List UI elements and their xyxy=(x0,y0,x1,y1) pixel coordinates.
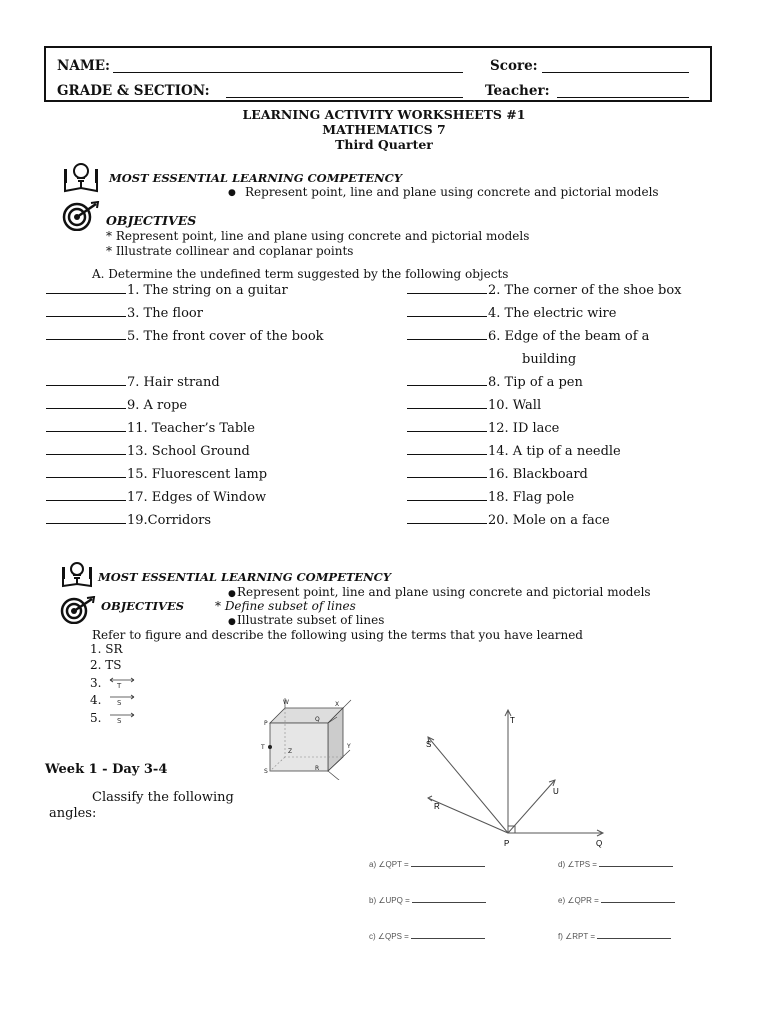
target-icon xyxy=(62,201,100,231)
answer-blank[interactable] xyxy=(407,522,487,524)
angle-e-answer[interactable] xyxy=(601,902,675,903)
grade-label: GRADE & SECTION: xyxy=(57,83,210,99)
angle-e xyxy=(558,896,675,905)
week-heading: Week 1 - Day 3-4 xyxy=(45,762,168,777)
angle-f xyxy=(558,932,671,941)
item-label: 7. Hair strand xyxy=(127,375,220,390)
grade-field[interactable] xyxy=(226,83,463,98)
instruction-refer: Refer to figure and describe the following using the terms that you have learned xyxy=(92,628,583,642)
item-label: 9. A rope xyxy=(127,398,188,413)
svg-text:R: R xyxy=(315,765,320,772)
answer-blank[interactable] xyxy=(46,522,126,524)
melc-heading-1: MOST ESSENTIAL LEARNING COMPETENCY xyxy=(109,171,403,185)
angle-a-answer[interactable] xyxy=(411,866,485,867)
list-item xyxy=(407,329,649,344)
objectives-heading-1: OBJECTIVES xyxy=(106,213,197,228)
answer-blank[interactable] xyxy=(407,499,487,501)
item-label: 6. Edge of the beam of a xyxy=(488,329,650,344)
list-item xyxy=(46,398,187,413)
angle-a xyxy=(369,860,485,869)
item-label: 19.Corridors xyxy=(127,513,212,528)
answer-blank[interactable] xyxy=(46,476,126,478)
svg-text:S: S xyxy=(117,699,122,707)
answer-blank[interactable] xyxy=(46,338,126,340)
answer-blank[interactable] xyxy=(407,338,487,340)
list-item xyxy=(46,513,211,528)
list-item-3: 3. xyxy=(90,676,102,690)
angle-figure xyxy=(360,700,705,950)
item-label: 18. Flag pole xyxy=(488,490,575,505)
angle-a-label: a) ∠QPT = xyxy=(369,860,411,869)
angle-b-label: b) ∠UPQ = xyxy=(369,896,412,905)
angle-b xyxy=(369,896,486,905)
svg-text:P: P xyxy=(504,839,510,848)
svg-text:W: W xyxy=(283,699,289,706)
answer-blank[interactable] xyxy=(46,292,126,294)
objectives-heading-2: OBJECTIVES xyxy=(101,599,185,613)
name-field[interactable] xyxy=(113,58,463,73)
item-label: 11. Teacher’s Table xyxy=(127,421,255,436)
list-item xyxy=(407,421,559,436)
svg-text:Y: Y xyxy=(347,743,351,750)
list-item-1: 1. SR xyxy=(90,642,123,656)
angle-e-label: e) ∠QPR = xyxy=(558,896,601,905)
svg-text:Q: Q xyxy=(596,839,603,848)
classify-text-2: angles: xyxy=(49,806,97,821)
svg-text:X: X xyxy=(335,701,340,708)
svg-text:T: T xyxy=(261,744,265,751)
objective-2: * Illustrate collinear and coplanar points xyxy=(106,244,354,258)
list-item xyxy=(407,490,574,505)
list-item xyxy=(407,444,621,459)
classify-text-1: Classify the following xyxy=(92,790,234,805)
melc-bullet-2: Represent point, line and plane using concrete and pictorial models xyxy=(237,585,651,599)
list-item xyxy=(46,375,220,390)
answer-blank[interactable] xyxy=(46,407,126,409)
svg-text:P: P xyxy=(264,720,268,727)
list-item xyxy=(46,421,255,436)
answer-blank[interactable] xyxy=(46,315,126,317)
item-label: 17. Edges of Window xyxy=(127,490,267,505)
svg-text:S: S xyxy=(117,717,122,725)
target-icon xyxy=(60,596,96,624)
list-item xyxy=(46,467,267,482)
answer-blank[interactable] xyxy=(407,430,487,432)
melc-heading-2: MOST ESSENTIAL LEARNING COMPETENCY xyxy=(98,570,392,584)
answer-blank[interactable] xyxy=(407,407,487,409)
list-item xyxy=(407,513,610,528)
ray-notation-icon xyxy=(108,693,138,707)
answer-blank[interactable] xyxy=(46,453,126,455)
list-item xyxy=(46,490,266,505)
item-label: 4. The electric wire xyxy=(488,306,617,321)
bullet-dot: ● xyxy=(228,617,236,627)
book-lightbulb-icon xyxy=(60,560,94,588)
ray-notation-icon xyxy=(108,711,138,725)
bullet-dot: ● xyxy=(228,589,236,599)
cube-figure xyxy=(255,695,360,780)
quarter-title: Third Quarter xyxy=(335,137,433,152)
objective-1: * Represent point, line and plane using concrete and pictorial models xyxy=(106,229,530,243)
subject-title: MATHEMATICS 7 xyxy=(322,122,446,137)
angle-c xyxy=(369,932,485,941)
answer-blank[interactable] xyxy=(407,476,487,478)
answer-blank[interactable] xyxy=(407,384,487,386)
worksheet-title: LEARNING ACTIVITY WORKSHEETS #1 xyxy=(242,107,526,122)
svg-text:S: S xyxy=(264,768,268,775)
item-label: 13. School Ground xyxy=(127,444,250,459)
item-label: 16. Blackboard xyxy=(488,467,588,482)
list-item xyxy=(46,444,250,459)
svg-text:U: U xyxy=(553,787,559,796)
angle-c-answer[interactable] xyxy=(411,938,485,939)
list-item xyxy=(407,467,588,482)
list-item xyxy=(46,306,203,321)
answer-blank[interactable] xyxy=(407,292,487,294)
answer-blank[interactable] xyxy=(46,430,126,432)
list-item-2: 2. TS xyxy=(90,658,122,672)
item-6-continued: building xyxy=(522,352,577,367)
item-label: 12. ID lace xyxy=(488,421,560,436)
svg-text:S: S xyxy=(426,740,432,749)
melc-bullet-1: Represent point, line and plane using concrete and pictorial models xyxy=(245,185,659,199)
bullet-dot: ● xyxy=(228,188,236,198)
item-label: 8. Tip of a pen xyxy=(488,375,583,390)
angle-d xyxy=(558,860,673,869)
answer-blank[interactable] xyxy=(407,453,487,455)
svg-text:R: R xyxy=(434,802,440,811)
list-item xyxy=(407,283,682,298)
list-item-5: 5. xyxy=(90,711,102,725)
svg-text:T: T xyxy=(117,682,122,690)
angle-f-answer[interactable] xyxy=(597,938,671,939)
svg-text:Z: Z xyxy=(288,748,293,755)
instruction-a: A. Determine the undefined term suggested by the following objects xyxy=(92,267,509,281)
list-item xyxy=(407,306,616,321)
list-item xyxy=(407,398,541,413)
item-label: 3. The floor xyxy=(127,306,203,321)
answer-blank[interactable] xyxy=(407,315,487,317)
teacher-field[interactable] xyxy=(557,83,689,98)
list-item xyxy=(46,329,324,344)
item-label: 14. A tip of a needle xyxy=(488,444,621,459)
score-label: Score: xyxy=(490,58,538,74)
score-field[interactable] xyxy=(542,58,689,73)
objective-2-2: Illustrate subset of lines xyxy=(237,613,385,627)
angle-d-answer[interactable] xyxy=(599,866,673,867)
angle-b-answer[interactable] xyxy=(412,902,486,903)
name-label: NAME: xyxy=(57,58,111,74)
line-notation-icon xyxy=(108,676,138,690)
objective-2-1: * Define subset of lines xyxy=(215,599,356,613)
teacher-label: Teacher: xyxy=(485,83,550,99)
answer-blank[interactable] xyxy=(46,384,126,386)
item-label: 5. The front cover of the book xyxy=(127,329,324,344)
item-label: 10. Wall xyxy=(488,398,542,413)
book-lightbulb-icon xyxy=(62,161,100,193)
list-item xyxy=(46,283,288,298)
item-label: 20. Mole on a face xyxy=(488,513,610,528)
item-label: 15. Fluorescent lamp xyxy=(127,467,268,482)
item-label: 1. The string on a guitar xyxy=(127,283,288,298)
angle-f-label: f) ∠RPT = xyxy=(558,932,598,941)
item-label: 2. The corner of the shoe box xyxy=(488,283,682,298)
angle-d-label: d) ∠TPS = xyxy=(558,860,600,869)
svg-text:Q: Q xyxy=(315,716,320,723)
list-item-4: 4. xyxy=(90,693,102,707)
answer-blank[interactable] xyxy=(46,499,126,501)
angle-c-label: c) ∠QPS = xyxy=(369,932,412,941)
svg-text:T: T xyxy=(510,716,515,725)
list-item xyxy=(407,375,583,390)
